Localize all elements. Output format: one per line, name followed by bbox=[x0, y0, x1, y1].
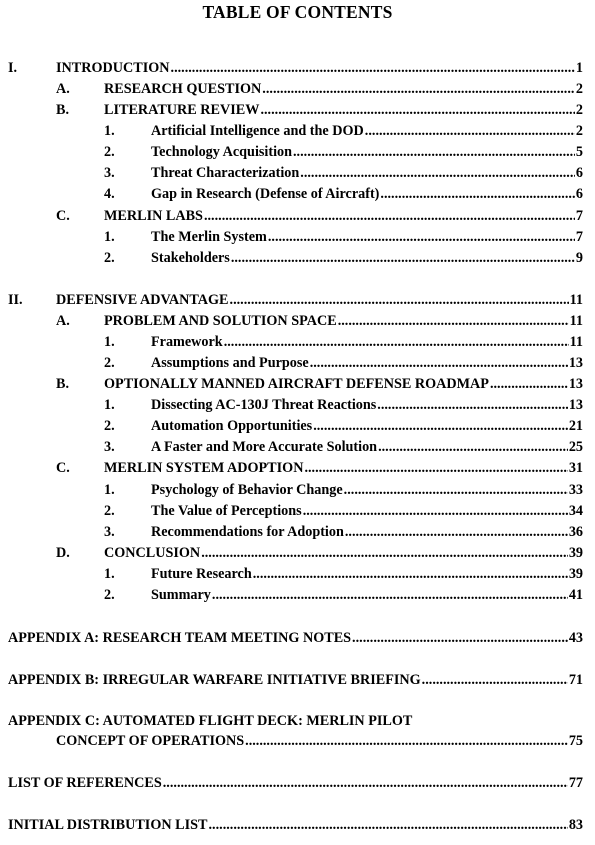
toc-entry[interactable] bbox=[56, 292, 583, 308]
toc-entry-number: 3. bbox=[104, 524, 115, 540]
toc-entry-number: A. bbox=[56, 81, 70, 97]
toc-entry[interactable] bbox=[104, 102, 583, 118]
toc-entry-number: C. bbox=[56, 208, 70, 224]
toc-dot-leader bbox=[230, 292, 569, 308]
toc-entry-label: OPTIONALLY MANNED AIRCRAFT DEFENSE ROADMAP bbox=[104, 376, 489, 392]
toc-dot-leader bbox=[345, 524, 568, 540]
toc-page-number: 21 bbox=[568, 418, 583, 434]
toc-entry-label: The Value of Perceptions bbox=[151, 503, 302, 519]
toc-dot-leader bbox=[490, 376, 568, 392]
toc-page-number: 2 bbox=[575, 102, 583, 118]
toc-entry[interactable] bbox=[151, 439, 583, 455]
toc-entry-number: 1. bbox=[104, 123, 115, 139]
toc-dot-leader bbox=[245, 733, 568, 749]
toc-entry[interactable] bbox=[151, 503, 583, 519]
toc-page-number: 83 bbox=[568, 817, 583, 833]
toc-dot-leader bbox=[304, 460, 567, 476]
toc-entry[interactable] bbox=[151, 123, 583, 139]
toc-entry[interactable] bbox=[151, 418, 583, 434]
toc-page-number: 11 bbox=[569, 334, 583, 350]
toc-entry-number: 2. bbox=[104, 418, 115, 434]
toc-page-number: 34 bbox=[568, 503, 583, 519]
toc-page-number: 13 bbox=[568, 397, 583, 413]
toc-page-number: 2 bbox=[575, 81, 583, 97]
toc-entry[interactable] bbox=[151, 165, 583, 181]
toc-entry-label: LIST OF REFERENCES bbox=[8, 775, 162, 791]
toc-entry[interactable] bbox=[56, 733, 583, 749]
toc-dot-leader bbox=[201, 545, 568, 561]
toc-page-number: 7 bbox=[575, 229, 583, 245]
toc-page-number: 2 bbox=[575, 123, 583, 139]
toc-entry-label: MERLIN SYSTEM ADOPTION bbox=[104, 460, 304, 476]
toc-entry-label: The Merlin System bbox=[151, 229, 267, 245]
toc-entry-number: A. bbox=[56, 313, 70, 329]
toc-entry-number: 2. bbox=[104, 503, 115, 519]
toc-page-number: 39 bbox=[568, 545, 583, 561]
toc-page-number: 31 bbox=[568, 460, 583, 476]
toc-entry[interactable] bbox=[151, 482, 583, 498]
toc-entry-number: 2. bbox=[104, 250, 115, 266]
toc-entry[interactable] bbox=[104, 81, 583, 97]
toc-entry[interactable] bbox=[151, 144, 583, 160]
toc-entry-label: Future Research bbox=[151, 566, 252, 582]
toc-page-number: 11 bbox=[569, 292, 583, 308]
toc-entry-label: DEFENSIVE ADVANTAGE bbox=[56, 292, 229, 308]
toc-entry[interactable] bbox=[104, 460, 583, 476]
toc-dot-leader bbox=[260, 102, 574, 118]
toc-entry-label: APPENDIX A: RESEARCH TEAM MEETING NOTES bbox=[8, 630, 352, 646]
toc-dot-leader bbox=[163, 775, 568, 791]
toc-entry[interactable] bbox=[104, 208, 583, 224]
toc-dot-leader bbox=[204, 208, 575, 224]
toc-entry-number: B. bbox=[56, 376, 70, 392]
toc-entry[interactable] bbox=[104, 376, 583, 392]
toc-entry-label: APPENDIX B: IRREGULAR WARFARE INITIATIVE BRIEFING bbox=[8, 672, 421, 688]
toc-entry-label: Summary bbox=[151, 587, 211, 603]
toc-entry-label: Threat Characterization bbox=[151, 165, 300, 181]
toc-entry-label: A Faster and More Accurate Solution bbox=[151, 439, 378, 455]
toc-dot-leader bbox=[310, 355, 568, 371]
toc-page-number: 5 bbox=[575, 144, 583, 160]
toc-entry[interactable] bbox=[151, 566, 583, 582]
toc-entry[interactable] bbox=[56, 60, 583, 76]
toc-page-number: 9 bbox=[575, 250, 583, 266]
toc-entry-label: LITERATURE REVIEW bbox=[104, 102, 260, 118]
toc-dot-leader bbox=[262, 81, 575, 97]
toc-dot-leader bbox=[268, 229, 575, 245]
toc-entry[interactable] bbox=[104, 545, 583, 561]
toc-dot-leader bbox=[293, 144, 575, 160]
toc-entry-label: INTRODUCTION bbox=[56, 60, 170, 76]
toc-dot-leader bbox=[171, 60, 575, 76]
toc-entry-number: 1. bbox=[104, 334, 115, 350]
toc-page-number: 1 bbox=[575, 60, 583, 76]
toc-entry[interactable] bbox=[151, 334, 583, 350]
toc-entry-label: RESEARCH QUESTION bbox=[104, 81, 262, 97]
toc-entry-label: Framework bbox=[151, 334, 223, 350]
toc-dot-leader bbox=[253, 566, 568, 582]
toc-page-number: 25 bbox=[568, 439, 583, 455]
toc-entry[interactable] bbox=[104, 313, 583, 329]
toc-entry[interactable] bbox=[8, 817, 583, 833]
toc-entry-label: APPENDIX C: AUTOMATED FLIGHT DECK: MERLIN PILOT bbox=[8, 713, 413, 729]
toc-entry-number: 2. bbox=[104, 587, 115, 603]
toc-page-number: 13 bbox=[568, 376, 583, 392]
toc-entry-number: D. bbox=[56, 545, 70, 561]
toc-page-number: 36 bbox=[568, 524, 583, 540]
toc-entry[interactable] bbox=[8, 630, 583, 646]
toc-entry[interactable] bbox=[8, 713, 583, 729]
toc-entry[interactable] bbox=[151, 250, 583, 266]
toc-entry-number: 1. bbox=[104, 397, 115, 413]
toc-entry-label: Assumptions and Purpose bbox=[151, 355, 309, 371]
toc-page-number: 43 bbox=[568, 630, 583, 646]
toc-entry-number: C. bbox=[56, 460, 70, 476]
toc-page-number: 75 bbox=[568, 733, 583, 749]
toc-dot-leader bbox=[422, 672, 568, 688]
toc-entry-number: 3. bbox=[104, 439, 115, 455]
toc-entry[interactable] bbox=[151, 587, 583, 603]
toc-page-number: 71 bbox=[568, 672, 583, 688]
toc-dot-leader bbox=[300, 165, 575, 181]
toc-dot-leader bbox=[378, 439, 568, 455]
toc-entry-label: Technology Acquisition bbox=[151, 144, 292, 160]
toc-page-number: 39 bbox=[568, 566, 583, 582]
toc-entry-label: Stakeholders bbox=[151, 250, 230, 266]
toc-entry[interactable] bbox=[151, 355, 583, 371]
toc-entry[interactable] bbox=[151, 186, 583, 202]
toc-entry-label: INITIAL DISTRIBUTION LIST bbox=[8, 817, 208, 833]
toc-entry-label: Recommendations for Adoption bbox=[151, 524, 344, 540]
toc-entry-label: CONCLUSION bbox=[104, 545, 201, 561]
toc-entry-number: 2. bbox=[104, 144, 115, 160]
toc-entry[interactable] bbox=[151, 524, 583, 540]
toc-page-number: 6 bbox=[575, 186, 583, 202]
toc-dot-leader bbox=[344, 482, 568, 498]
toc-entry-label: Psychology of Behavior Change bbox=[151, 482, 343, 498]
toc-entry[interactable] bbox=[151, 229, 583, 245]
toc-page-number: 6 bbox=[575, 165, 583, 181]
toc-dot-leader bbox=[209, 817, 568, 833]
toc-dot-leader bbox=[352, 630, 568, 646]
toc-dot-leader bbox=[380, 186, 575, 202]
toc-entry-label: Artificial Intelligence and the DOD bbox=[151, 123, 364, 139]
toc-entry-number: 2. bbox=[104, 355, 115, 371]
toc-entry-number: 3. bbox=[104, 165, 115, 181]
toc-dot-leader bbox=[303, 503, 568, 519]
toc-dot-leader bbox=[377, 397, 568, 413]
toc-entry-number: 4. bbox=[104, 186, 115, 202]
toc-page-number: 11 bbox=[569, 313, 583, 329]
toc-entry[interactable] bbox=[8, 672, 583, 688]
toc-entry-label: Gap in Research (Defense of Aircraft) bbox=[151, 186, 380, 202]
toc-page-number: 41 bbox=[568, 587, 583, 603]
toc-entry[interactable] bbox=[151, 397, 583, 413]
toc-entry-label: PROBLEM AND SOLUTION SPACE bbox=[104, 313, 337, 329]
toc-page-number: 77 bbox=[568, 775, 583, 791]
page-title: TABLE OF CONTENTS bbox=[202, 2, 393, 22]
toc-dot-leader bbox=[212, 587, 568, 603]
toc-dot-leader bbox=[231, 250, 575, 266]
toc-entry-label: MERLIN LABS bbox=[104, 208, 203, 224]
toc-page-number: 7 bbox=[575, 208, 583, 224]
toc-entry-number: B. bbox=[56, 102, 70, 118]
toc-entry-number: 1. bbox=[104, 229, 115, 245]
toc-entry[interactable] bbox=[8, 775, 583, 791]
toc-page-number: 13 bbox=[568, 355, 583, 371]
toc-entry-number: II. bbox=[8, 292, 23, 308]
toc-dot-leader bbox=[338, 313, 569, 329]
toc-dot-leader bbox=[224, 334, 569, 350]
toc-entry-label: Dissecting AC-130J Threat Reactions bbox=[151, 397, 377, 413]
toc-entry-label: CONCEPT OF OPERATIONS bbox=[56, 733, 245, 749]
toc-dot-leader bbox=[313, 418, 568, 434]
toc-entry-number: 1. bbox=[104, 566, 115, 582]
toc-entry-number: I. bbox=[8, 60, 18, 76]
toc-entry-number: 1. bbox=[104, 482, 115, 498]
toc-page-number: 33 bbox=[568, 482, 583, 498]
toc-dot-leader bbox=[365, 123, 575, 139]
toc-entry-label: Automation Opportunities bbox=[151, 418, 313, 434]
